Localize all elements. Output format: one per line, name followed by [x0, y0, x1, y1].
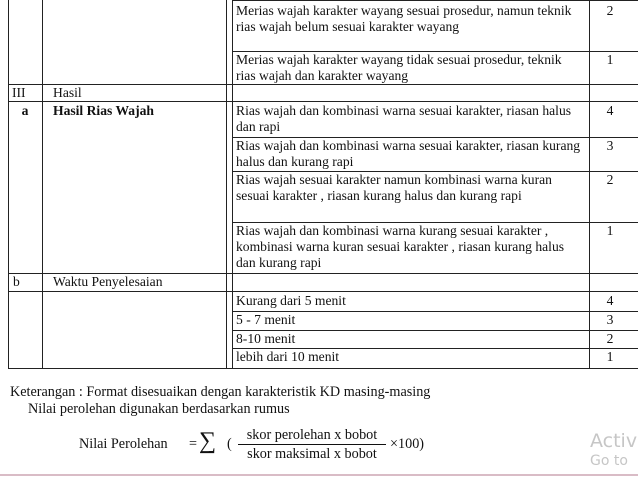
criterion-description: Rias wajah dan kombinasi warna sesuai karakter, riasan kurang halus dan kurang rapi — [236, 138, 581, 169]
criterion-score: 1 — [606, 52, 614, 67]
formula-fraction — [236, 426, 388, 463]
criterion-score: 3 — [606, 138, 614, 153]
formula-times-100: ×100) — [390, 436, 425, 452]
column-divider — [8, 0, 9, 369]
criterion-description: Rias wajah dan kombinasi warna kurang sesuai karakter , kombinasi warna kuran sesuai karakter , riasan kurang halus dan kurang rapi — [236, 223, 565, 270]
column-divider — [226, 0, 227, 369]
fraction-denominator: skor maksimal x bobot — [247, 446, 377, 462]
row-divider — [232, 0, 638, 1]
criterion-description: Merias wajah karakter wayang sesuai prosedur, namun teknik rias wajah belum sesuai karakter wayang — [236, 3, 572, 34]
column-divider — [42, 0, 43, 369]
watermark-line: Go to — [590, 453, 628, 469]
formula-lhs: Nilai Perolehan — [79, 436, 168, 452]
watermark-line: Activ — [590, 430, 638, 452]
notes-line: Nilai perolehan digunakan berdasarkan rumus — [28, 401, 290, 417]
criterion-score: 1 — [606, 223, 614, 238]
criterion-description: 8-10 menit — [236, 331, 296, 346]
section-title: Hasil — [53, 85, 82, 100]
notes-line: Keterangan : Format disesuaikan dengan karakteristik KD masing-masing — [10, 384, 431, 400]
criterion-score: 4 — [606, 293, 614, 308]
subsection-title: Waktu Penyelesaian — [53, 274, 163, 289]
subsection-letter: a — [21, 103, 29, 118]
criterion-description: Rias wajah dan kombinasi warna sesuai karakter, riasan halus dan rapi — [236, 103, 572, 134]
row-divider — [8, 84, 638, 85]
criterion-description: Kurang dari 5 menit — [236, 293, 346, 308]
score-formula — [79, 426, 479, 466]
criterion-description: Merias wajah karakter wayang tidak sesuai prosedur, teknik rias wajah dan karakter wayang — [236, 52, 562, 83]
row-divider — [8, 101, 638, 102]
criterion-description: lebih dari 10 menit — [236, 349, 340, 364]
criterion-score: 4 — [606, 103, 614, 118]
criterion-score: 2 — [606, 331, 614, 346]
criterion-score: 2 — [606, 172, 614, 187]
criterion-description: 5 - 7 menit — [236, 312, 296, 327]
criterion-score: 3 — [606, 312, 614, 327]
formula-open-paren: ( — [227, 436, 232, 452]
criterion-score: 2 — [606, 3, 614, 18]
section-number: III — [12, 85, 26, 100]
row-divider — [8, 291, 638, 292]
activation-watermark — [590, 430, 638, 470]
row-divider — [8, 368, 638, 369]
subsection-title: Hasil Rias Wajah — [53, 103, 154, 118]
criterion-description: Rias wajah sesuai karakter namun kombinasi warna kuran sesuai karakter , riasan kurang halus dan kurang rapi — [236, 172, 552, 203]
clipped-text-remnant — [238, 0, 278, 2]
bottom-edge-line — [0, 474, 638, 476]
formula-equals: = — [189, 436, 198, 452]
fraction-numerator: skor perolehan x bobot — [246, 427, 378, 443]
criterion-score: 1 — [606, 349, 614, 364]
sigma-symbol: ∑ — [199, 428, 217, 454]
notes — [10, 384, 430, 418]
subsection-letter: b — [13, 274, 20, 289]
